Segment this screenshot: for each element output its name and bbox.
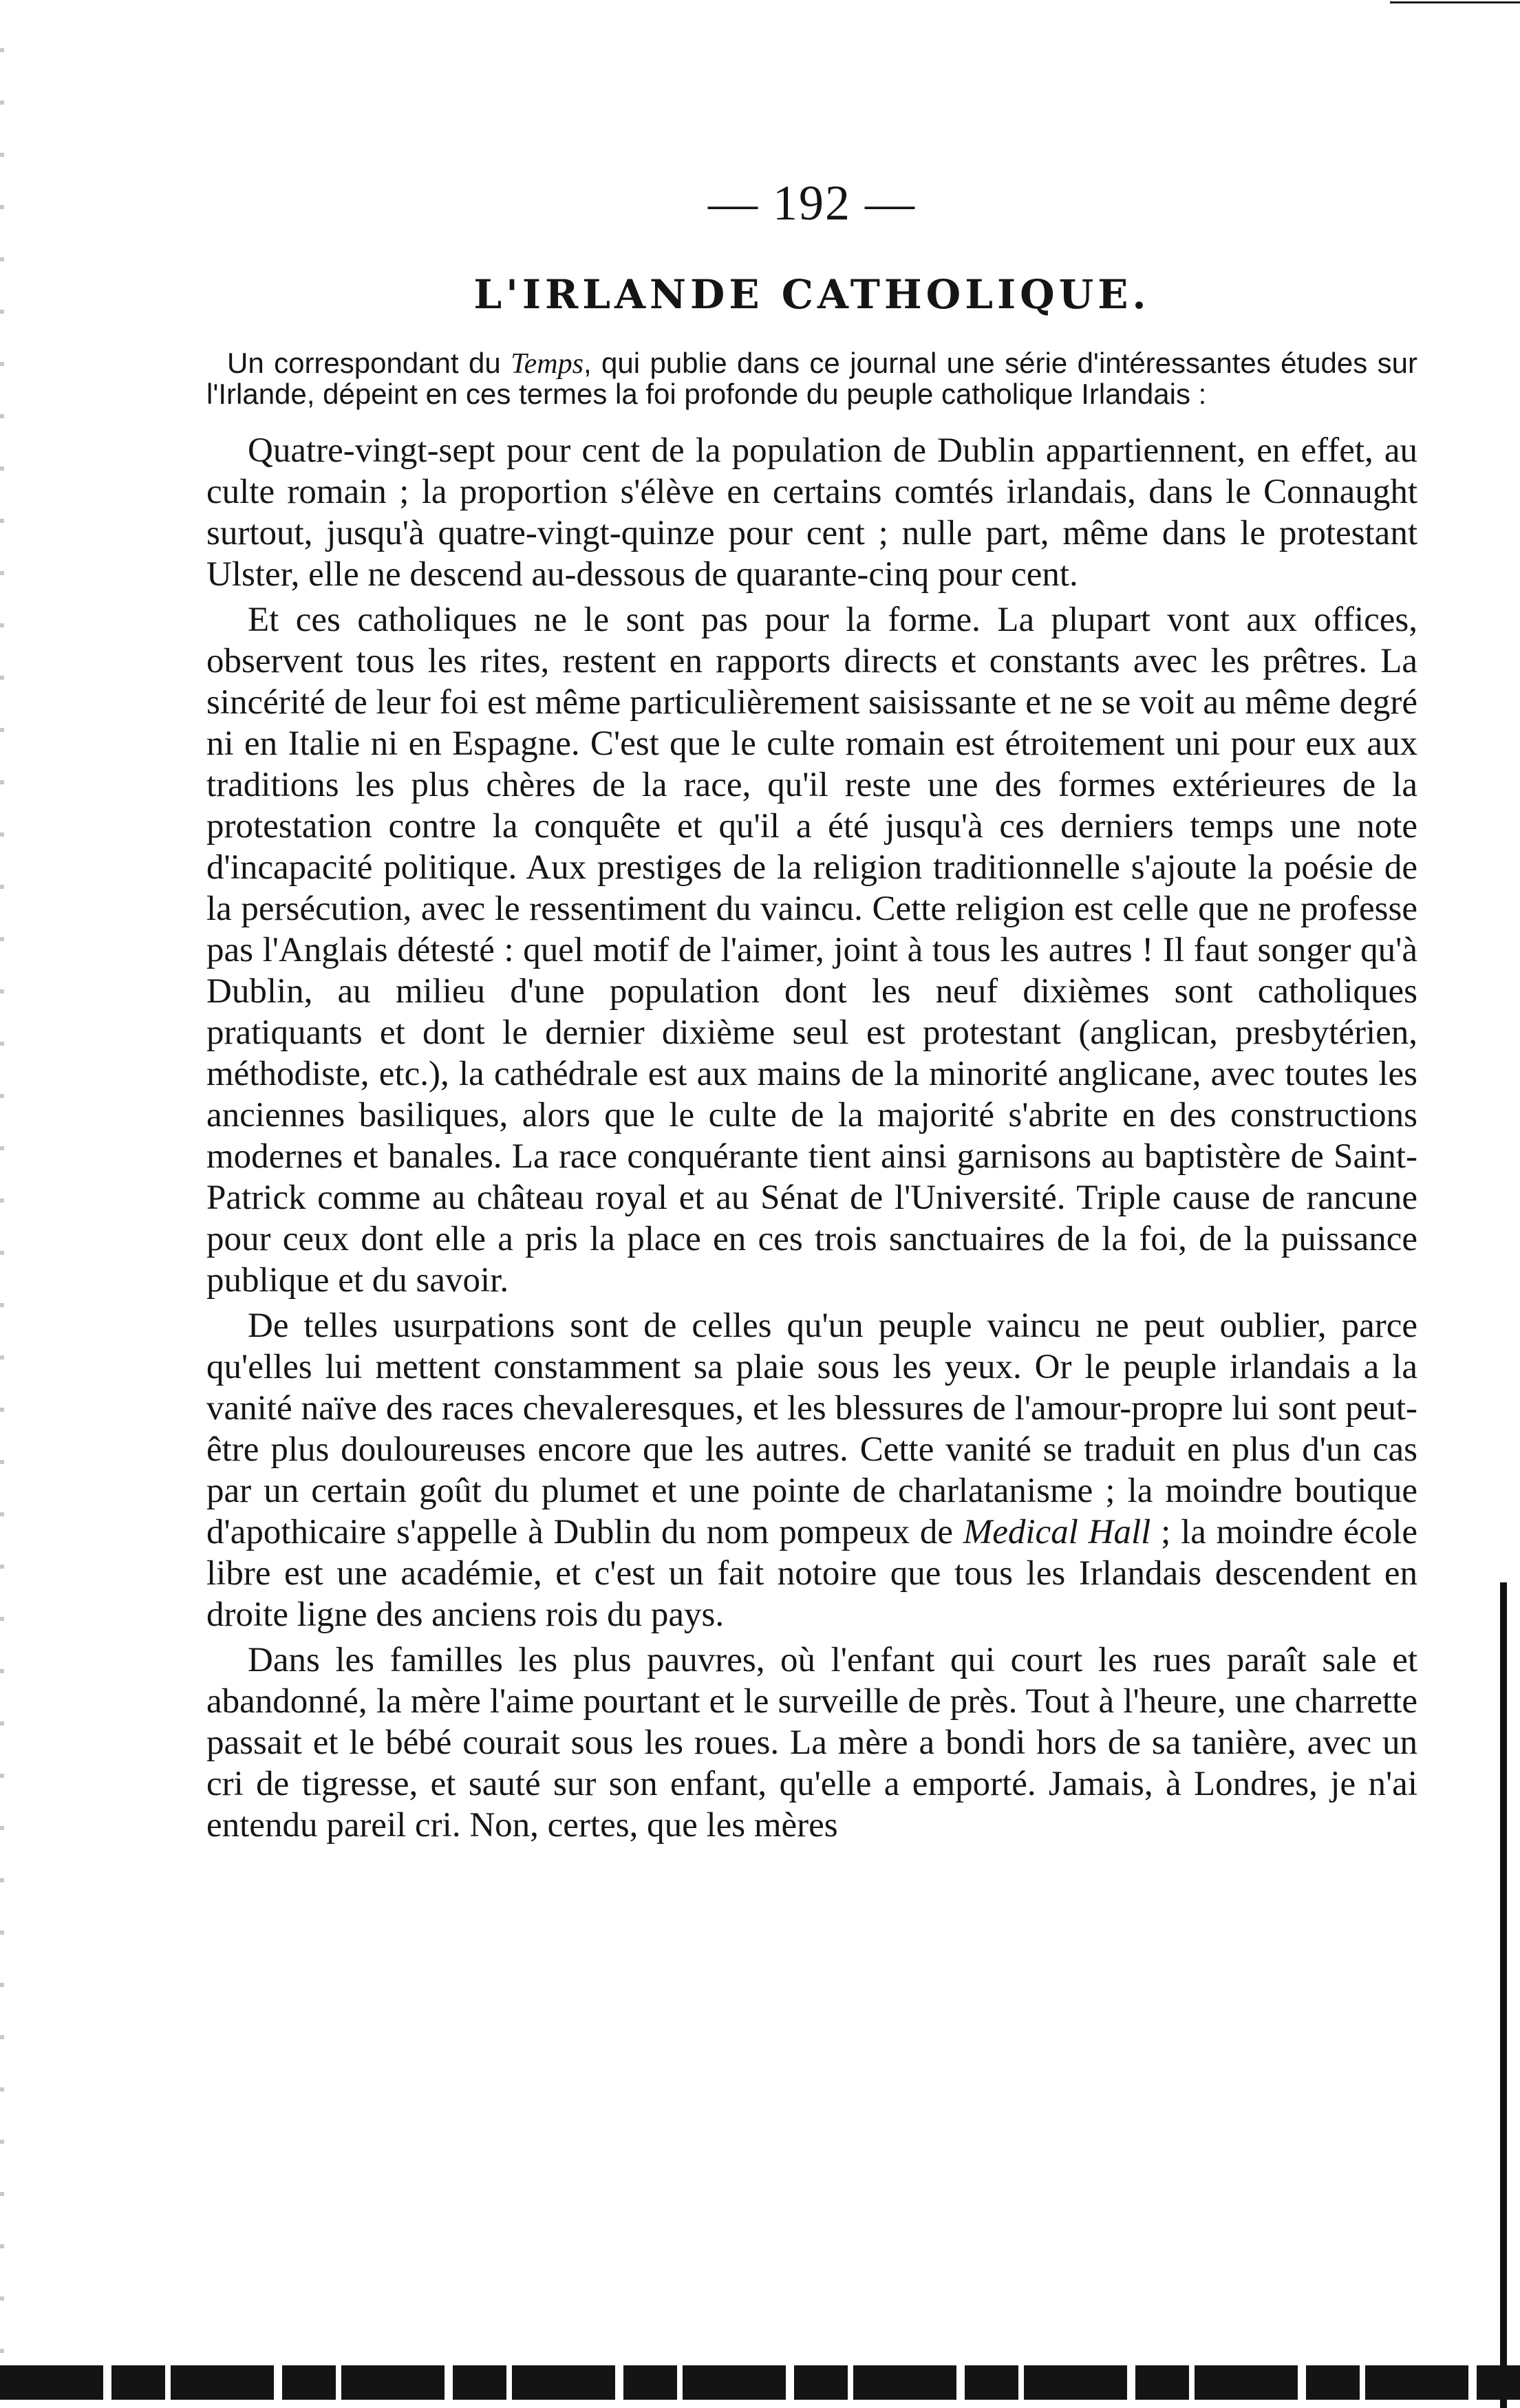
intro-text-end: , qui publie dans ce journal une série d'intéressantes études sur l'Irlande, dépeint en ces termes la foi profonde du peuple catholique Irlandais :: [206, 347, 1418, 410]
page-number: — 192 —: [708, 175, 916, 230]
paragraph-statistics: Quatre-vingt-sept pour cent de la population de Dublin appartiennent, en effet, au culte romain ; la proportion s'élève en certains comtés irlandais, dans le Connaught surtout, jusqu'à quatre-vingt-quinze pour cent ; nulle part, même dans le protestant Ulster, elle ne descend au-dessous de quarante-cinq pour cent.: [206, 431, 1417, 594]
paragraph-families: Dans les familles les plus pauvres, où l'enfant qui court les rues paraît sale et abandonné, la mère l'aime pourtant et le surveille de près. Tout à l'heure, une charrette passait et le bébé courait sous les roues. La mère a bondi hors de sa tanière, avec un cri de tigresse, et sauté sur son enfant, qu'elle a emporté. Jamais, à Londres, je n'ai entendu pareil cri. Non, certes, que les mères: [206, 1641, 1417, 1845]
scan-right-border: [1500, 1582, 1507, 2408]
intro-text-start: Un correspondant du: [227, 347, 511, 379]
medical-hall-name: Medical Hall: [963, 1513, 1151, 1551]
scan-edge-rule: [1390, 1, 1520, 3]
paragraph-usurpations: [206, 1305, 1417, 1635]
paragraph-catholic-practice: Et ces catholiques ne le sont pas pour la forme. La plupart vont aux offices, observent tous les rites, restent en rapports directs et constants avec les prêtres. La sincérité de leur foi est même particulièrement saisissante et ne se voit au même degré ni en Italie ni en Espagne. C'est que le culte romain est étroitement uni pour eux aux traditions les plus chères de la race, qu'il reste une des formes extérieures de la protestation contre la conquête et qu'il a été jusqu'à ces derniers temps une note d'incapacité politique. Aux prestiges de la religion traditionnelle s'ajoute la poésie de la persécution, avec le ressentiment du vaincu. Cette religion est celle que ne professe pas l'Anglais détesté : quel motif de l'aimer, joint à tous les autres ! Il faut songer qu'à Dublin, au milieu d'une population dont les neuf dixièmes sont catholiques pratiquants et dont le dernier dixième seul est protestant (anglican, presbytérien, méthodiste, etc.), la cathédrale est aux mains de la minorité anglicane, avec toutes les anciennes basiliques, alors que le culte de la majorité s'abrite en des constructions modernes et banales. La race conquérante tient ainsi garnisons au baptistère de Saint-Patrick comme au château royal et au Sénat de l'Université. Triple cause de rancune pour ceux dont elle a pris la place en ces trois sanctuaires de la foi, de la puissance publique et du savoir.: [206, 601, 1417, 1300]
newspaper-name: Temps: [511, 348, 584, 380]
scan-left-margin-specks: [0, 0, 4, 2353]
paragraph-usurpations-text-start: De telles usurpations sont de celles qu'un peuple vaincu ne peut oublier, parce qu'elles lui mettent constamment sa plaie sous les yeux. Or le peuple irlandais a la vanité naïve des races chevaleresques, et les blessures de l'amour-propre lui sont peut-être plus douloureuses encore que les autres. Cette vanité se traduit en plus d'un cas par un certain goût du plumet et une pointe de charlatanisme ; la moindre boutique d'apothicaire s'appelle à Dublin du nom pompeux de: [206, 1307, 1417, 1551]
paragraph-usurpations-text-end: ; la moindre école libre est une académie, et c'est un fait notoire que tous les Irlandais descendent en droite ligne des anciens rois du pays.: [206, 1513, 1418, 1634]
page-content: [206, 172, 1417, 1850]
article-title: L'IRLANDE CATHOLIQUE.: [473, 271, 1150, 318]
scan-bottom-band: [0, 2365, 1520, 2400]
article-intro: [206, 348, 1417, 409]
article-body: [206, 430, 1417, 1846]
